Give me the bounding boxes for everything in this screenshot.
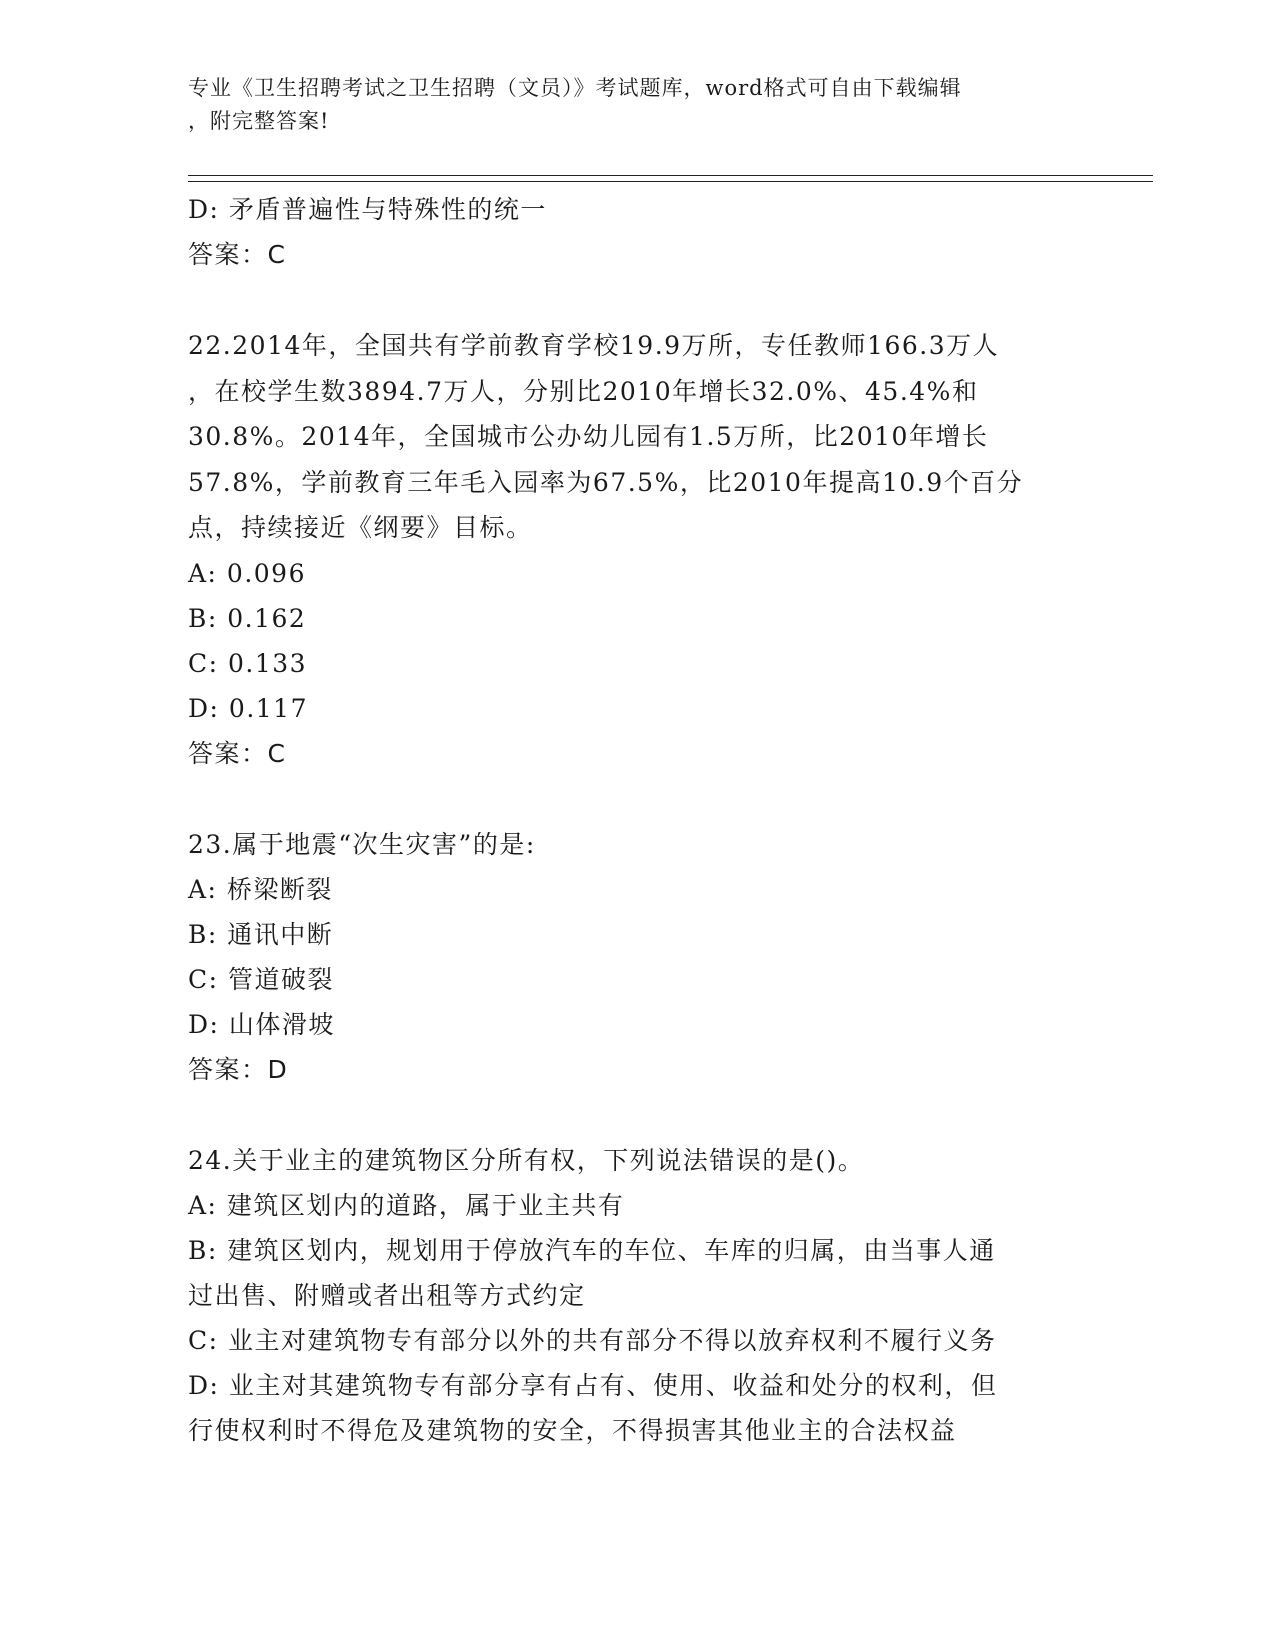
q22-option-a: A: 0.096 (188, 558, 306, 588)
header-line-1: 专业《卫生招聘考试之卫生招聘（文员）》考试题库，word格式可自由下载编辑 (188, 76, 962, 100)
q22-option-c: C: 0.133 (188, 648, 308, 678)
document-header (188, 72, 1068, 138)
q22-stem-line: 30.8%。2014年，全国城市公办幼儿园有1.5万所，比2010年增长 (188, 422, 989, 451)
q24-option-a: A: 建筑区划内的道路，属于业主共有 (188, 1190, 625, 1220)
q23-option-d: D: 山体滑坡 (188, 1009, 335, 1039)
q23-option-a: A: 桥梁断裂 (188, 874, 333, 904)
header-divider-bottom (188, 181, 1153, 182)
q24-stem: 24.关于业主的建筑物区分所有权，下列说法错误的是()。 (188, 1145, 865, 1175)
spacer (188, 277, 1078, 323)
q23-answer: 答案：D (188, 1054, 289, 1084)
spacer (188, 1092, 1078, 1138)
q22-stem-line: 点，持续接近《纲要》目标。 (188, 513, 533, 542)
header-line-2: ，附完整答案! (188, 109, 330, 133)
q23-option-b: B: 通讯中断 (188, 919, 334, 949)
question-23 (188, 822, 1078, 1092)
q22-stem-line: ，在校学生数3894.7万人，分别比2010年增长32.0%、45.4%和 (188, 376, 979, 406)
q24-option-b-cont: 过出售、附赠或者出租等方式约定 (188, 1280, 586, 1310)
document-body (188, 187, 1078, 1453)
prev-option-d: D: 矛盾普遍性与特殊性的统一 (188, 195, 547, 224)
q22-answer: 答案：C (188, 738, 287, 768)
q24-option-b: B: 建筑区划内，规划用于停放汽车的车位、车库的归属，由当事人通 (188, 1235, 996, 1265)
q23-option-c: C: 管道破裂 (188, 964, 334, 994)
q24-option-d-cont: 行使权利时不得危及建筑物的安全，不得损害其他业主的合法权益 (188, 1415, 957, 1445)
q22-stem-line: 57.8%，学前教育三年毛入园率为67.5%，比2010年提高10.9个百分 (188, 467, 1024, 497)
q22-stem-line: 22.2014年，全国共有学前教育学校19.9万所，专任教师166.3万人 (188, 331, 1000, 360)
q22-option-b: B: 0.162 (188, 603, 307, 633)
q22-option-d: D: 0.117 (188, 693, 308, 723)
question-22 (188, 323, 1078, 776)
q23-stem: 23.属于地震“次生灾害”的是: (188, 829, 536, 859)
prev-answer: 答案：C (188, 240, 287, 269)
header-divider-top (188, 175, 1153, 176)
question-24 (188, 1138, 1078, 1453)
q24-option-c: C: 业主对建筑物专有部分以外的共有部分不得以放弃权利不履行义务 (188, 1325, 997, 1355)
q24-option-d: D: 业主对其建筑物专有部分享有占有、使用、收益和处分的权利，但 (188, 1370, 998, 1400)
spacer (188, 776, 1078, 822)
